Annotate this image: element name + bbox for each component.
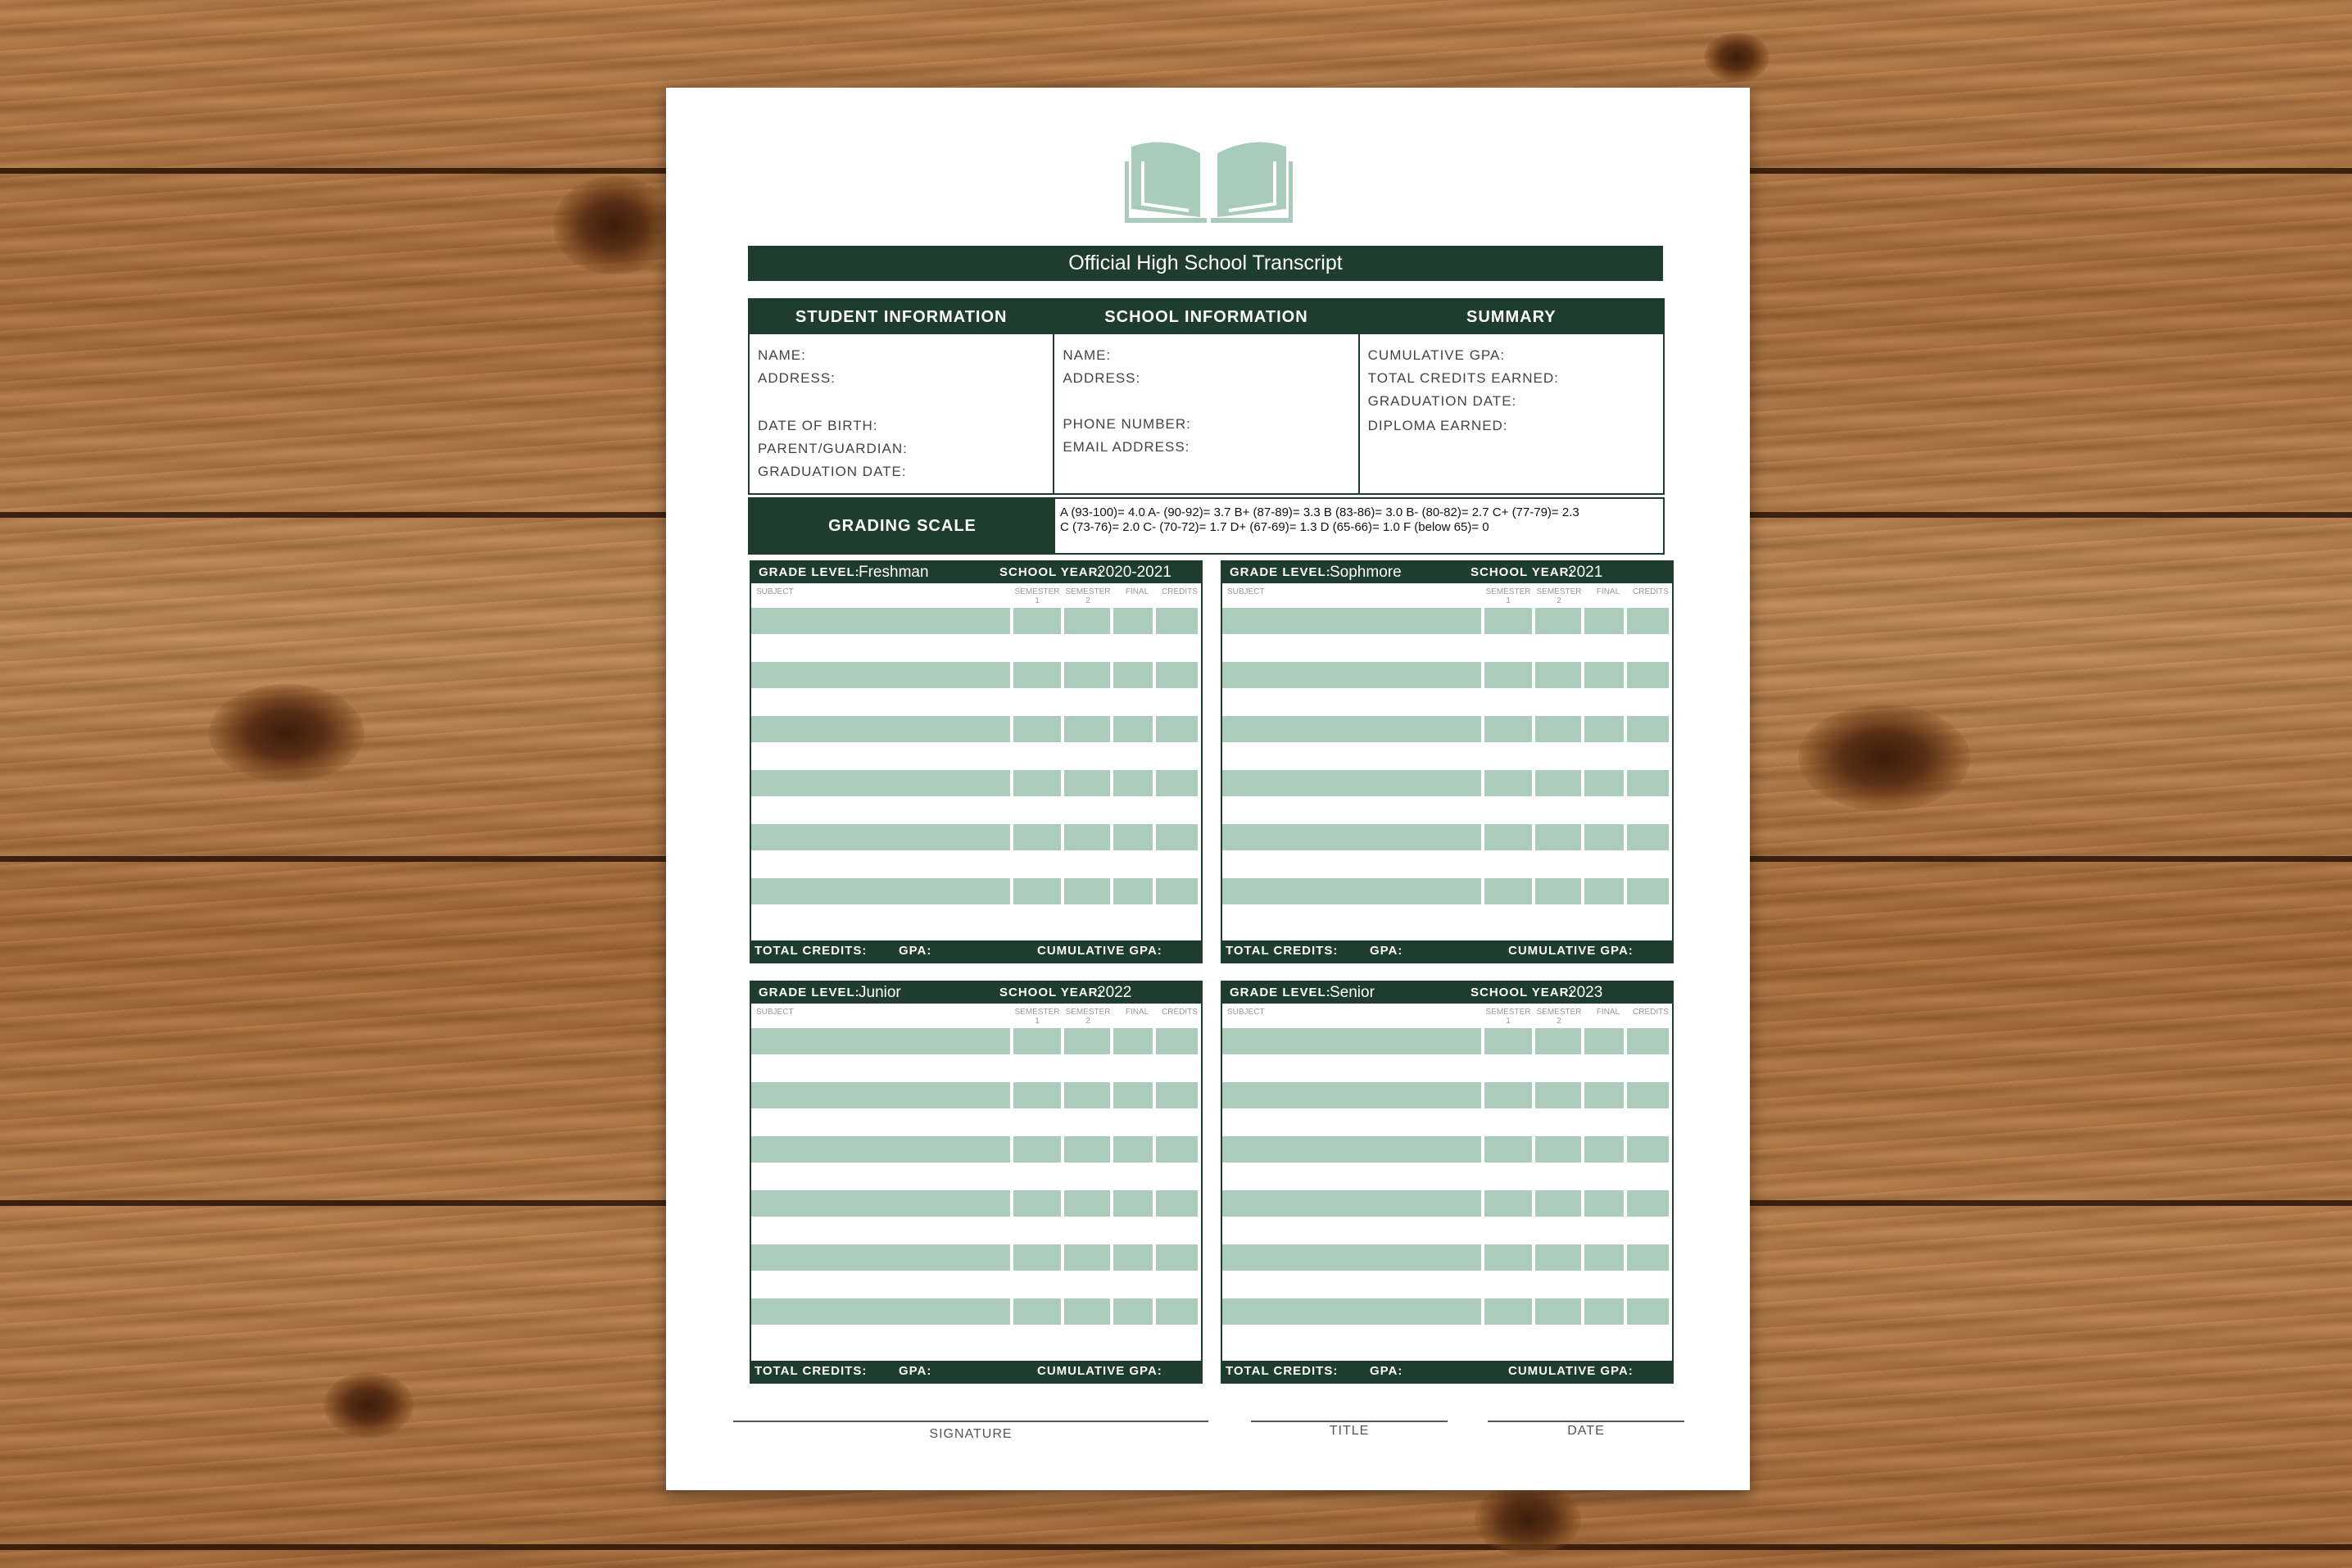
subject-cell[interactable]	[751, 716, 1010, 742]
col-semester1-header: SEMESTER 1	[1014, 1008, 1060, 1026]
cumulative-gpa-label: CUMULATIVE GPA:	[1508, 944, 1634, 958]
credits-cell[interactable]	[1156, 878, 1198, 904]
col-final-header: FINAL	[1596, 1008, 1620, 1017]
final-cell[interactable]	[1113, 716, 1153, 742]
year-block-footer	[751, 1361, 1201, 1382]
wood-knot	[1704, 33, 1770, 82]
gpa-label: GPA:	[1370, 944, 1403, 958]
subject-cell[interactable]	[751, 824, 1010, 850]
semester1-cell[interactable]	[1484, 824, 1532, 850]
semester2-cell[interactable]	[1064, 824, 1110, 850]
total-credits-earned-label: TOTAL CREDITS EARNED:	[1367, 370, 1559, 386]
semester2-cell[interactable]	[1064, 770, 1110, 796]
year-block-header	[751, 982, 1201, 1004]
semester2-cell[interactable]	[1535, 1136, 1581, 1162]
school-year-value: 2021	[1568, 564, 1603, 581]
semester2-cell[interactable]	[1064, 1244, 1110, 1271]
credits-cell[interactable]	[1156, 1082, 1198, 1108]
credits-cell[interactable]	[1156, 1136, 1198, 1162]
semester1-cell[interactable]	[1484, 608, 1532, 634]
semester2-cell[interactable]	[1064, 1028, 1110, 1054]
semester2-cell[interactable]	[1535, 824, 1581, 850]
year-block-header	[1222, 562, 1672, 583]
col-final-header: FINAL	[1125, 1008, 1149, 1017]
school-year-value: 2022	[1097, 984, 1132, 1001]
subject-cell[interactable]	[1222, 878, 1481, 904]
school-phone-label: PHONE NUMBER:	[1063, 416, 1191, 432]
final-cell[interactable]	[1584, 1028, 1624, 1054]
year-block-freshman	[750, 560, 1203, 963]
col-semester2-header: SEMESTER 2	[1536, 587, 1582, 605]
credits-cell[interactable]	[1156, 824, 1198, 850]
student-info-heading: STUDENT INFORMATION	[750, 300, 1053, 334]
credits-cell[interactable]	[1627, 1136, 1669, 1162]
semester1-cell[interactable]	[1013, 608, 1061, 634]
transcript-page	[666, 88, 1750, 1490]
semester2-cell[interactable]	[1535, 878, 1581, 904]
cumulative-gpa-label: CUMULATIVE GPA:	[1037, 1364, 1162, 1378]
final-cell[interactable]	[1113, 1298, 1153, 1325]
subject-cell[interactable]	[1222, 1190, 1481, 1217]
semester2-cell[interactable]	[1535, 716, 1581, 742]
final-cell[interactable]	[1113, 1190, 1153, 1217]
gpa-label: GPA:	[899, 944, 932, 958]
school-name-label: NAME:	[1063, 347, 1112, 363]
semester2-cell[interactable]	[1535, 1298, 1581, 1325]
credits-cell[interactable]	[1156, 662, 1198, 688]
total-credits-label: TOTAL CREDITS:	[1226, 1364, 1339, 1378]
credits-cell[interactable]	[1627, 608, 1669, 634]
subject-cell[interactable]	[1222, 716, 1481, 742]
semester1-cell[interactable]	[1013, 770, 1061, 796]
year-block-footer	[1222, 1361, 1672, 1382]
credits-cell[interactable]	[1627, 1190, 1669, 1217]
col-semester1-header: SEMESTER 1	[1485, 1008, 1531, 1026]
credits-cell[interactable]	[1156, 608, 1198, 634]
semester2-cell[interactable]	[1064, 662, 1110, 688]
title-line[interactable]	[1251, 1421, 1448, 1422]
final-cell[interactable]	[1113, 1082, 1153, 1108]
grade-level-value: Senior	[1330, 984, 1375, 1001]
semester2-cell[interactable]	[1064, 878, 1110, 904]
subject-cell[interactable]	[751, 770, 1010, 796]
grading-scale-label: GRADING SCALE	[750, 499, 1055, 553]
summary-column	[1360, 300, 1663, 493]
col-credits-header: CREDITS	[1162, 587, 1198, 596]
semester2-cell[interactable]	[1535, 1244, 1581, 1271]
final-cell[interactable]	[1584, 662, 1624, 688]
semester1-cell[interactable]	[1484, 1028, 1532, 1054]
total-credits-label: TOTAL CREDITS:	[1226, 944, 1339, 958]
subject-cell[interactable]	[1222, 662, 1481, 688]
col-semester1-header: SEMESTER 1	[1485, 587, 1531, 605]
school-year-value: 2020-2021	[1097, 564, 1171, 581]
semester1-cell[interactable]	[1013, 824, 1061, 850]
semester2-cell[interactable]	[1535, 662, 1581, 688]
grade-level-value: Junior	[859, 984, 901, 1001]
year-block-junior	[750, 981, 1203, 1384]
col-semester2-header: SEMESTER 2	[1065, 587, 1111, 605]
grade-level-label: GRADE LEVEL:	[759, 986, 860, 999]
col-semester1-header: SEMESTER 1	[1014, 587, 1060, 605]
subject-cell[interactable]	[1222, 1028, 1481, 1054]
final-cell[interactable]	[1113, 824, 1153, 850]
summary-heading: SUMMARY	[1360, 300, 1663, 334]
semester1-cell[interactable]	[1013, 878, 1061, 904]
date-line[interactable]	[1488, 1421, 1684, 1422]
col-credits-header: CREDITS	[1633, 1008, 1669, 1017]
total-credits-label: TOTAL CREDITS:	[755, 944, 868, 958]
semester1-cell[interactable]	[1013, 662, 1061, 688]
school-info-heading: SCHOOL INFORMATION	[1054, 300, 1357, 334]
final-cell[interactable]	[1113, 662, 1153, 688]
info-table	[748, 298, 1665, 495]
col-semester2-header: SEMESTER 2	[1536, 1008, 1582, 1026]
subject-cell[interactable]	[1222, 608, 1481, 634]
wood-knot	[1798, 705, 1970, 811]
final-cell[interactable]	[1113, 608, 1153, 634]
credits-cell[interactable]	[1627, 1244, 1669, 1271]
final-cell[interactable]	[1584, 1082, 1624, 1108]
semester2-cell[interactable]	[1535, 770, 1581, 796]
final-cell[interactable]	[1584, 770, 1624, 796]
semester1-cell[interactable]	[1484, 1298, 1532, 1325]
grading-scale-line-1: A (93-100)= 4.0 A- (90-92)= 3.7 B+ (87-89)= 3.3 B (83-86)= 3.0 B- (80-82)= 2.7 C+ (77-79)= 2.3	[1060, 505, 1579, 519]
grade-level-value: Sophmore	[1330, 564, 1402, 581]
year-block-sophmore	[1221, 560, 1674, 963]
semester1-cell[interactable]	[1013, 1298, 1061, 1325]
semester1-cell[interactable]	[1484, 662, 1532, 688]
gpa-label: GPA:	[899, 1364, 932, 1378]
semester2-cell[interactable]	[1064, 1298, 1110, 1325]
subject-cell[interactable]	[751, 608, 1010, 634]
col-credits-header: CREDITS	[1633, 587, 1669, 596]
grade-level-label: GRADE LEVEL:	[1230, 565, 1331, 579]
diploma-earned-label: DIPLOMA EARNED:	[1367, 418, 1508, 433]
col-final-header: FINAL	[1125, 587, 1149, 596]
final-cell[interactable]	[1113, 1028, 1153, 1054]
date-label: DATE	[1567, 1424, 1605, 1438]
credits-cell[interactable]	[1627, 1082, 1669, 1108]
semester2-cell[interactable]	[1064, 608, 1110, 634]
subject-cell[interactable]	[751, 1298, 1010, 1325]
grading-scale-text	[1055, 499, 1584, 553]
col-credits-header: CREDITS	[1162, 1008, 1198, 1017]
grading-scale	[748, 497, 1665, 555]
year-block-header	[751, 562, 1201, 583]
cumulative-gpa-label: CUMULATIVE GPA:	[1367, 347, 1506, 363]
subject-cell[interactable]	[751, 1136, 1010, 1162]
student-parent-label: PARENT/GUARDIAN:	[758, 441, 908, 456]
wood-knot	[324, 1372, 414, 1438]
final-cell[interactable]	[1584, 608, 1624, 634]
title-label: TITLE	[1329, 1424, 1370, 1438]
year-block-footer	[751, 940, 1201, 962]
school-address-label: ADDRESS:	[1063, 370, 1141, 386]
col-subject-header: SUBJECT	[1227, 1008, 1265, 1017]
cumulative-gpa-label: CUMULATIVE GPA:	[1508, 1364, 1634, 1378]
grade-level-value: Freshman	[859, 564, 929, 581]
semester1-cell[interactable]	[1484, 1190, 1532, 1217]
final-cell[interactable]	[1113, 878, 1153, 904]
credits-cell[interactable]	[1627, 824, 1669, 850]
wood-knot	[1475, 1483, 1581, 1557]
subject-cell[interactable]	[751, 1028, 1010, 1054]
semester2-cell[interactable]	[1064, 716, 1110, 742]
credits-cell[interactable]	[1627, 1028, 1669, 1054]
credits-cell[interactable]	[1156, 1244, 1198, 1271]
credits-cell[interactable]	[1627, 770, 1669, 796]
subject-cell[interactable]	[751, 1082, 1010, 1108]
student-info-column	[750, 300, 1054, 493]
credits-cell[interactable]	[1156, 716, 1198, 742]
wood-knot	[553, 176, 676, 274]
final-cell[interactable]	[1584, 824, 1624, 850]
signature-label: SIGNATURE	[929, 1427, 1013, 1441]
signature-line[interactable]	[733, 1421, 1208, 1422]
semester2-cell[interactable]	[1535, 608, 1581, 634]
final-cell[interactable]	[1584, 1298, 1624, 1325]
final-cell[interactable]	[1584, 1190, 1624, 1217]
subject-cell[interactable]	[1222, 1082, 1481, 1108]
credits-cell[interactable]	[1156, 1190, 1198, 1217]
total-credits-label: TOTAL CREDITS:	[755, 1364, 868, 1378]
semester2-cell[interactable]	[1064, 1136, 1110, 1162]
credits-cell[interactable]	[1627, 1298, 1669, 1325]
subject-cell[interactable]	[751, 878, 1010, 904]
student-name-label: NAME:	[758, 347, 806, 363]
gpa-label: GPA:	[1370, 1364, 1403, 1378]
school-year-label: SCHOOL YEAR:	[999, 565, 1103, 579]
semester1-cell[interactable]	[1484, 770, 1532, 796]
subject-cell[interactable]	[751, 1244, 1010, 1271]
col-final-header: FINAL	[1596, 587, 1620, 596]
subject-cell[interactable]	[1222, 1298, 1481, 1325]
final-cell[interactable]	[1584, 1244, 1624, 1271]
subject-cell[interactable]	[751, 662, 1010, 688]
final-cell[interactable]	[1584, 1136, 1624, 1162]
semester1-cell[interactable]	[1484, 716, 1532, 742]
semester1-cell[interactable]	[1013, 716, 1061, 742]
year-block-footer	[1222, 940, 1672, 962]
subject-cell[interactable]	[1222, 1136, 1481, 1162]
semester1-cell[interactable]	[1484, 878, 1532, 904]
school-info-column	[1054, 300, 1359, 493]
school-year-label: SCHOOL YEAR:	[999, 986, 1103, 999]
credits-cell[interactable]	[1627, 878, 1669, 904]
grade-level-label: GRADE LEVEL:	[1230, 986, 1331, 999]
school-year-label: SCHOOL YEAR:	[1471, 986, 1575, 999]
semester2-cell[interactable]	[1535, 1082, 1581, 1108]
student-graduation-label: GRADUATION DATE:	[758, 464, 907, 479]
semester1-cell[interactable]	[1013, 1082, 1061, 1108]
col-subject-header: SUBJECT	[756, 587, 794, 596]
wood-knot	[209, 684, 365, 782]
credits-cell[interactable]	[1627, 662, 1669, 688]
school-year-label: SCHOOL YEAR:	[1471, 565, 1575, 579]
col-subject-header: SUBJECT	[1227, 587, 1265, 596]
summary-graduation-label: GRADUATION DATE:	[1367, 393, 1517, 409]
grade-level-label: GRADE LEVEL:	[759, 565, 860, 579]
semester2-cell[interactable]	[1064, 1082, 1110, 1108]
final-cell[interactable]	[1113, 1244, 1153, 1271]
credits-cell[interactable]	[1156, 1298, 1198, 1325]
student-address-label: ADDRESS:	[758, 370, 836, 386]
final-cell[interactable]	[1584, 716, 1624, 742]
subject-cell[interactable]	[1222, 824, 1481, 850]
col-semester2-header: SEMESTER 2	[1065, 1008, 1111, 1026]
final-cell[interactable]	[1584, 878, 1624, 904]
semester1-cell[interactable]	[1484, 1244, 1532, 1271]
semester1-cell[interactable]	[1484, 1136, 1532, 1162]
semester2-cell[interactable]	[1535, 1190, 1581, 1217]
semester2-cell[interactable]	[1064, 1190, 1110, 1217]
credits-cell[interactable]	[1156, 770, 1198, 796]
col-subject-header: SUBJECT	[756, 1008, 794, 1017]
subject-cell[interactable]	[1222, 1244, 1481, 1271]
subject-cell[interactable]	[1222, 770, 1481, 796]
semester1-cell[interactable]	[1013, 1190, 1061, 1217]
subject-cell[interactable]	[751, 1190, 1010, 1217]
grading-scale-line-2: C (73-76)= 2.0 C- (70-72)= 1.7 D+ (67-69)= 1.3 D (65-66)= 1.0 F (below 65)= 0	[1060, 520, 1489, 534]
credits-cell[interactable]	[1627, 716, 1669, 742]
year-block-header	[1222, 982, 1672, 1004]
semester2-cell[interactable]	[1535, 1028, 1581, 1054]
school-email-label: EMAIL ADDRESS:	[1063, 439, 1190, 455]
open-book-icon	[1125, 129, 1293, 223]
school-year-value: 2023	[1568, 984, 1603, 1001]
final-cell[interactable]	[1113, 770, 1153, 796]
final-cell[interactable]	[1113, 1136, 1153, 1162]
semester1-cell[interactable]	[1484, 1082, 1532, 1108]
year-block-senior	[1221, 981, 1674, 1384]
semester1-cell[interactable]	[1013, 1136, 1061, 1162]
semester1-cell[interactable]	[1013, 1028, 1061, 1054]
page-title: Official High School Transcript	[748, 246, 1663, 281]
student-dob-label: DATE OF BIRTH:	[758, 418, 878, 433]
credits-cell[interactable]	[1156, 1028, 1198, 1054]
semester1-cell[interactable]	[1013, 1244, 1061, 1271]
cumulative-gpa-label: CUMULATIVE GPA:	[1037, 944, 1162, 958]
